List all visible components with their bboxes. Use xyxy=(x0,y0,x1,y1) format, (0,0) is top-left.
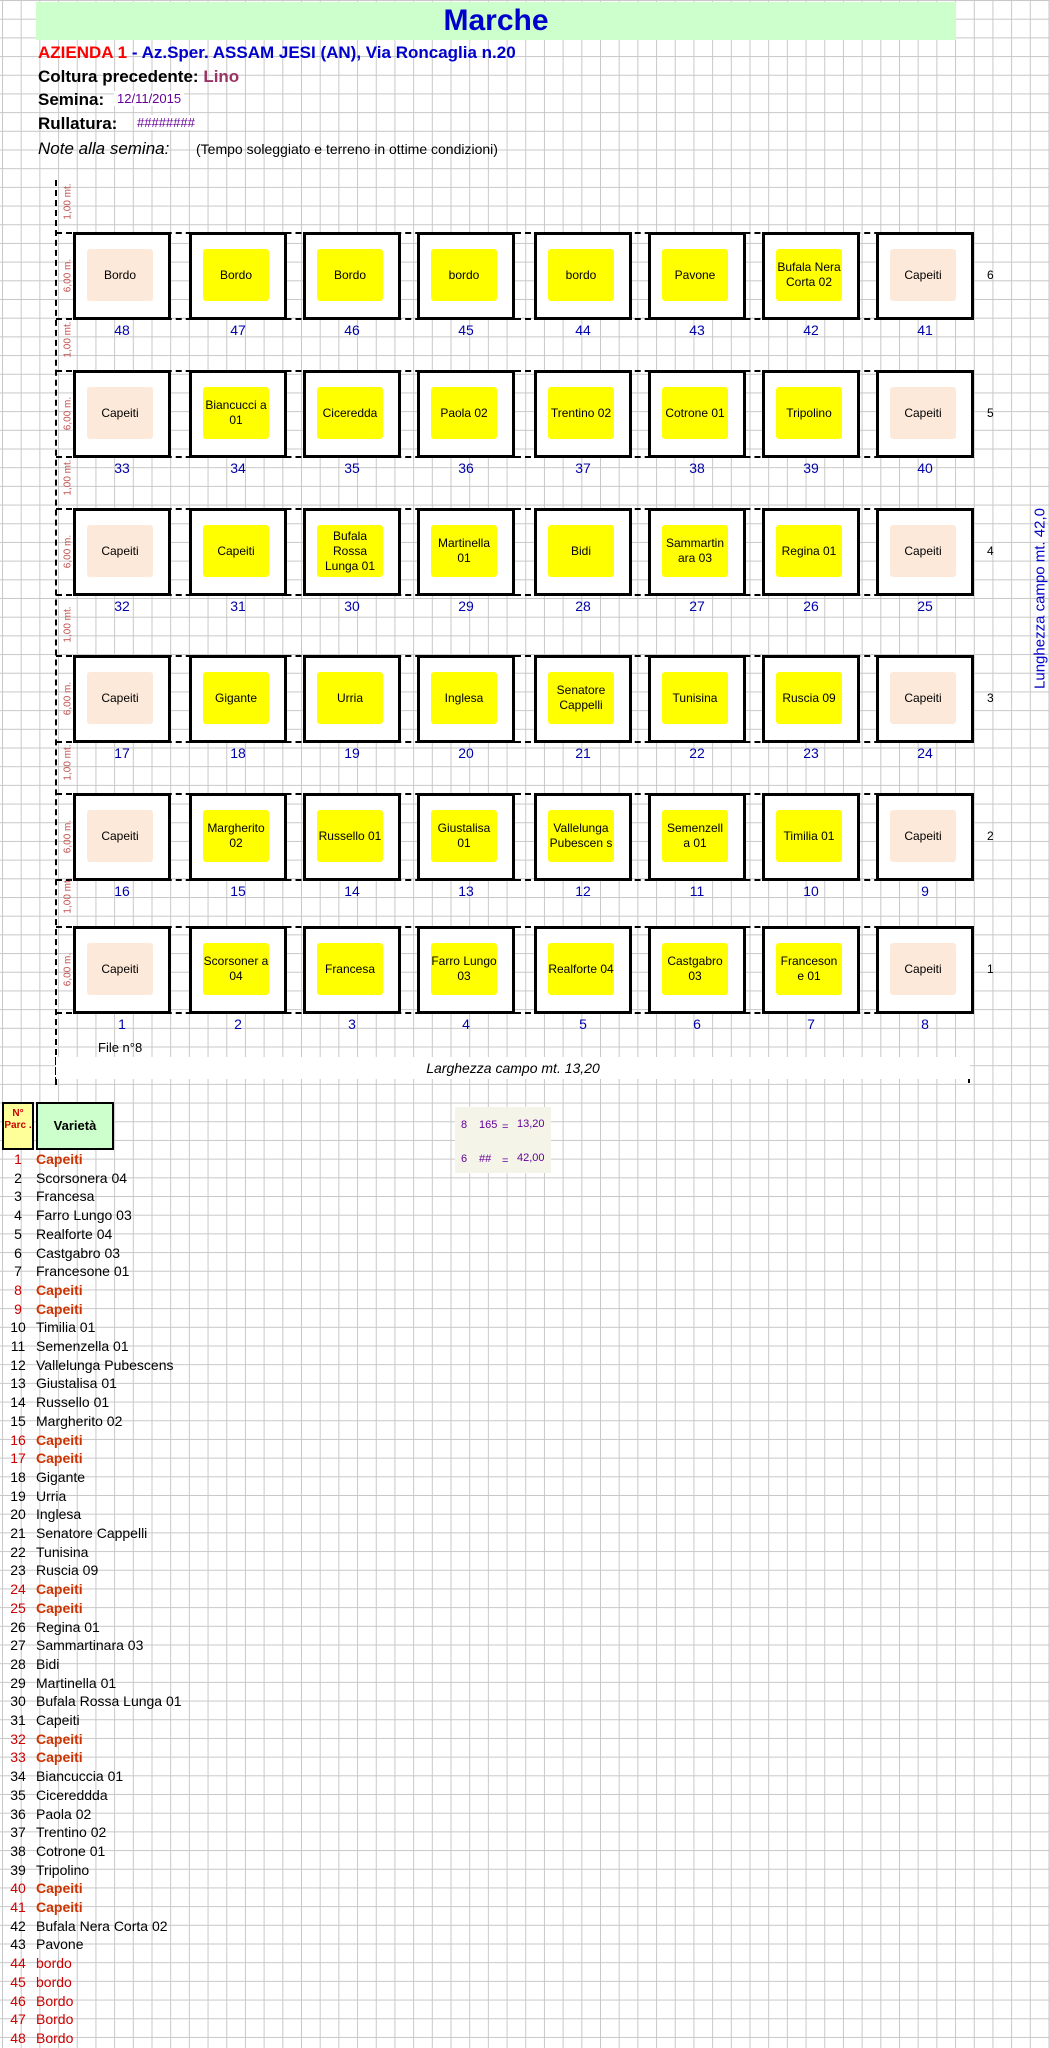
plot-variety-label: Castgabro 03 xyxy=(662,943,728,995)
field-plot[interactable] xyxy=(73,508,171,596)
plot-variety-label: bordo xyxy=(431,249,497,301)
calc-r2b: ## xyxy=(479,1153,492,1165)
variety-cell: Trentino 02 xyxy=(36,1824,107,1841)
field-plot[interactable] xyxy=(762,655,860,743)
plot-number: 25 xyxy=(917,598,933,614)
plot-number: 32 xyxy=(114,598,130,614)
field-plot[interactable] xyxy=(73,232,171,320)
plot-number-cell: 42 xyxy=(10,1917,26,1934)
plot-number: 41 xyxy=(917,322,933,338)
plot-number: 16 xyxy=(114,883,130,899)
col-header-plot-number: N° Parc . xyxy=(2,1102,34,1150)
plot-length-label: 6,00 m. xyxy=(62,952,74,987)
plot-number-cell: 33 xyxy=(10,1749,26,1766)
field-length-label: Lunghezza campo mt. 42,0 xyxy=(1031,508,1049,689)
row-number: 6 xyxy=(987,268,994,282)
plot-number: 1 xyxy=(118,1016,126,1032)
plot-number: 13 xyxy=(458,883,474,899)
field-plot[interactable] xyxy=(73,370,171,458)
plot-variety-label: Vallelunga Pubescen s xyxy=(548,810,614,862)
field-plot[interactable] xyxy=(189,508,287,596)
variety-cell: Regina 01 xyxy=(36,1618,100,1635)
plot-number: 10 xyxy=(803,883,819,899)
plot-number-cell: 31 xyxy=(10,1712,26,1728)
plot-number-cell: 36 xyxy=(10,1805,26,1822)
plot-variety-label: Ruscia 09 xyxy=(776,672,842,724)
plot-number: 45 xyxy=(458,322,474,338)
plot-number-cell: 23 xyxy=(10,1562,26,1579)
variety-cell: Timilia 01 xyxy=(36,1319,96,1336)
field-plot[interactable] xyxy=(189,655,287,743)
plot-variety-label: Regina 01 xyxy=(776,525,842,577)
plot-number: 20 xyxy=(458,745,474,761)
plot-number: 3 xyxy=(348,1016,356,1032)
plot-number-cell: 12 xyxy=(10,1356,26,1373)
field-plot[interactable] xyxy=(303,793,401,881)
variety-cell: Margherito 02 xyxy=(36,1412,123,1429)
variety-cell: Capeiti xyxy=(36,1730,83,1747)
variety-cell: Capeiti xyxy=(36,1880,83,1897)
variety-cell: Tunisina xyxy=(36,1543,89,1560)
plot-variety-label: Urria xyxy=(317,672,383,724)
variety-cell: bordo xyxy=(36,1955,72,1972)
coltura-value: Lino xyxy=(203,67,240,86)
row-spacing-label: 1,00 mt. xyxy=(62,183,74,220)
field-plot[interactable] xyxy=(534,926,632,1014)
field-plot[interactable] xyxy=(189,926,287,1014)
plot-number: 6 xyxy=(693,1016,701,1032)
field-plot[interactable] xyxy=(534,655,632,743)
field-plot[interactable] xyxy=(534,370,632,458)
plot-number-cell: 38 xyxy=(10,1842,26,1859)
plot-number-cell: 15 xyxy=(10,1412,26,1429)
plot-number-cell: 7 xyxy=(14,1263,22,1280)
rullatura-line xyxy=(38,114,195,134)
coltura-label: Coltura precedente: xyxy=(38,67,204,86)
plot-number-cell: 28 xyxy=(10,1655,26,1672)
plot-number: 36 xyxy=(458,460,474,476)
field-plot[interactable] xyxy=(417,508,515,596)
calc-r1d: 13,20 xyxy=(517,1118,545,1130)
variety-cell: Senatore Cappelli xyxy=(36,1525,148,1541)
field-width-label: Larghezza campo mt. 13,20 xyxy=(56,1057,970,1079)
plot-number: 23 xyxy=(803,745,819,761)
field-plot[interactable] xyxy=(534,232,632,320)
plot-number: 18 xyxy=(230,745,246,761)
plot-number-cell: 48 xyxy=(10,2029,26,2046)
plot-number: 37 xyxy=(575,460,591,476)
field-plot[interactable] xyxy=(417,926,515,1014)
plot-variety-label: bordo xyxy=(548,249,614,301)
plot-number-cell: 45 xyxy=(10,1973,26,1990)
plot-variety-label: Margherito 02 xyxy=(203,810,269,862)
plot-number-cell: 21 xyxy=(10,1525,26,1541)
plot-number-cell: 32 xyxy=(10,1730,26,1747)
semina-value: 12/11/2015 xyxy=(114,91,184,106)
variety-cell: Urria xyxy=(36,1487,67,1504)
plot-variety-label: Tripolino xyxy=(776,387,842,439)
plot-variety-label: Scorsoner a 04 xyxy=(203,943,269,995)
variety-cell: Tripolino xyxy=(36,1861,90,1878)
variety-cell: Bufala Nera Corta 02 xyxy=(36,1917,168,1934)
plot-number-cell: 37 xyxy=(10,1824,26,1841)
plot-number-cell: 8 xyxy=(14,1281,22,1298)
field-plot[interactable] xyxy=(762,926,860,1014)
field-plot[interactable] xyxy=(534,793,632,881)
plot-variety-label: Semenzell a 01 xyxy=(662,810,728,862)
plot-number: 46 xyxy=(344,322,360,338)
field-plot[interactable] xyxy=(303,232,401,320)
field-plot[interactable] xyxy=(534,508,632,596)
variety-cell: Capeiti xyxy=(36,1431,83,1448)
plot-number-cell: 27 xyxy=(10,1637,26,1654)
plot-variety-label: Capeiti xyxy=(87,943,153,995)
rullatura-label: Rullatura: xyxy=(38,114,118,133)
plot-number-cell: 24 xyxy=(10,1581,26,1598)
field-plot[interactable] xyxy=(417,793,515,881)
plot-number: 28 xyxy=(575,598,591,614)
note-line xyxy=(38,139,498,159)
field-plot[interactable] xyxy=(189,370,287,458)
plot-variety-label: Capeiti xyxy=(87,387,153,439)
row-number: 3 xyxy=(987,691,994,705)
variety-cell: Bidi xyxy=(36,1655,60,1672)
row-spacing-label: 1,00 mt. xyxy=(62,606,74,643)
plot-variety-label: Capeiti xyxy=(87,525,153,577)
plot-variety-label: Inglesa xyxy=(431,672,497,724)
plot-number-cell: 43 xyxy=(10,1936,26,1953)
field-plot[interactable] xyxy=(762,232,860,320)
row-number: 4 xyxy=(987,544,994,558)
variety-cell: Vallelunga Pubescens xyxy=(36,1356,174,1373)
variety-cell: Biancuccia 01 xyxy=(36,1768,124,1785)
plot-number-cell: 30 xyxy=(10,1693,26,1710)
plot-variety-label: Paola 02 xyxy=(431,387,497,439)
plot-number-cell: 47 xyxy=(10,2011,26,2028)
field-plot[interactable] xyxy=(876,926,974,1014)
variety-cell: Pavone xyxy=(36,1936,84,1953)
semina-line xyxy=(38,90,182,110)
plot-number-cell: 14 xyxy=(10,1394,26,1411)
plot-variety-label: Capeiti xyxy=(203,525,269,577)
plot-length-label: 6,00 m. xyxy=(62,681,74,716)
plot-number: 9 xyxy=(921,883,929,899)
field-plot[interactable] xyxy=(417,232,515,320)
field-plot[interactable] xyxy=(303,926,401,1014)
plot-variety-label: Senatore Cappelli xyxy=(548,672,614,724)
field-plot[interactable] xyxy=(73,655,171,743)
variety-cell: Cotrone 01 xyxy=(36,1842,106,1859)
plot-number: 34 xyxy=(230,460,246,476)
field-plot[interactable] xyxy=(876,232,974,320)
plot-number-cell: 1 xyxy=(14,1151,22,1167)
plot-number-cell: 11 xyxy=(10,1338,26,1354)
variety-cell: Capeiti xyxy=(36,1581,83,1598)
plot-variety-label: Franceson e 01 xyxy=(776,943,842,995)
variety-cell: Ruscia 09 xyxy=(36,1562,99,1579)
plot-number: 5 xyxy=(579,1016,587,1032)
calc-r1b: 165 xyxy=(479,1119,498,1131)
field-plot[interactable] xyxy=(876,508,974,596)
plot-variety-label: Bordo xyxy=(203,249,269,301)
variety-cell: Inglesa xyxy=(36,1506,82,1523)
calc-r1c: = xyxy=(502,1121,509,1133)
plot-variety-label: Pavone xyxy=(662,249,728,301)
plot-variety-label: Giustalisa 01 xyxy=(431,810,497,862)
field-plot[interactable] xyxy=(762,508,860,596)
field-plot[interactable] xyxy=(648,370,746,458)
plot-variety-label: Ciceredda xyxy=(317,387,383,439)
field-plot[interactable] xyxy=(648,508,746,596)
plot-number-cell: 17 xyxy=(10,1450,26,1467)
calc-box xyxy=(455,1107,551,1173)
field-plot[interactable] xyxy=(876,793,974,881)
plot-number-cell: 4 xyxy=(14,1207,22,1224)
plot-variety-label: Sammartin ara 03 xyxy=(662,525,728,577)
plot-variety-label: Capeiti xyxy=(890,672,956,724)
plot-number-cell: 6 xyxy=(14,1244,22,1261)
variety-cell: Francesa xyxy=(36,1188,95,1205)
plot-variety-label: Trentino 02 xyxy=(548,387,614,439)
field-plot[interactable] xyxy=(303,508,401,596)
field-plot[interactable] xyxy=(648,232,746,320)
plot-variety-label: Capeiti xyxy=(87,810,153,862)
calc-r1a: 8 xyxy=(461,1119,468,1131)
plot-number: 43 xyxy=(689,322,705,338)
row-number: 5 xyxy=(987,406,994,420)
variety-cell: Capeiti xyxy=(36,1281,83,1298)
field-plot[interactable] xyxy=(189,232,287,320)
row-spacing-label: 1,00 mt. xyxy=(62,744,74,781)
plot-number-cell: 13 xyxy=(10,1375,26,1392)
plot-number-cell: 34 xyxy=(10,1768,26,1785)
plot-variety-label: Capeiti xyxy=(890,525,956,577)
variety-cell: Capeiti xyxy=(36,1749,83,1766)
plot-number: 24 xyxy=(917,745,933,761)
field-plot[interactable] xyxy=(417,655,515,743)
field-plot[interactable] xyxy=(648,926,746,1014)
variety-cell: Capeiti xyxy=(36,1712,80,1728)
field-plot[interactable] xyxy=(73,926,171,1014)
variety-cell: Semenzella 01 xyxy=(36,1338,129,1354)
note-value: (Tempo soleggiato e terreno in ottime condizioni) xyxy=(196,141,498,157)
variety-cell: Bufala Rossa Lunga 01 xyxy=(36,1693,182,1710)
plot-variety-label: Capeiti xyxy=(890,943,956,995)
row-spacing-label: 1,00 mt. xyxy=(62,459,74,496)
plot-variety-label: Bufala Nera Corta 02 xyxy=(776,249,842,301)
plot-variety-label: Capeiti xyxy=(890,249,956,301)
plot-number: 4 xyxy=(462,1016,470,1032)
plot-number-cell: 39 xyxy=(10,1861,26,1878)
plot-length-label: 6,00 m. xyxy=(62,534,74,569)
plot-number-cell: 29 xyxy=(10,1674,26,1691)
field-plot[interactable] xyxy=(648,793,746,881)
plot-number-cell: 20 xyxy=(10,1506,26,1523)
variety-cell: Bordo xyxy=(36,1992,74,2009)
page-title: Marche xyxy=(36,2,956,40)
variety-cell: bordo xyxy=(36,1973,72,1990)
plot-number-cell: 18 xyxy=(10,1468,26,1485)
plot-variety-label: Timilia 01 xyxy=(776,810,842,862)
rullatura-value: ######## xyxy=(134,115,198,130)
variety-cell: Giustalisa 01 xyxy=(36,1375,117,1392)
calc-r2d: 42,00 xyxy=(517,1152,545,1164)
plot-variety-label: Bufala Rossa Lunga 01 xyxy=(317,525,383,577)
plot-variety-label: Farro Lungo 03 xyxy=(431,943,497,995)
row-number: 1 xyxy=(987,962,994,976)
variety-cell: Paola 02 xyxy=(36,1805,92,1822)
variety-cell: Scorsonera 04 xyxy=(36,1169,128,1186)
plot-number: 8 xyxy=(921,1016,929,1032)
plot-number-cell: 41 xyxy=(10,1899,26,1915)
variety-cell: Sammartinara 03 xyxy=(36,1637,144,1654)
plot-length-label: 6,00 m. xyxy=(62,258,74,293)
calc-r2a: 6 xyxy=(461,1153,468,1165)
plot-variety-label: Cotrone 01 xyxy=(662,387,728,439)
plot-number: 39 xyxy=(803,460,819,476)
plot-number: 48 xyxy=(114,322,130,338)
file-count-label: File n°8 xyxy=(98,1040,143,1055)
variety-cell: Cicereddda xyxy=(36,1786,108,1803)
plot-number: 21 xyxy=(575,745,591,761)
plot-number-cell: 35 xyxy=(10,1786,26,1803)
plot-variety-label: Martinella 01 xyxy=(431,525,497,577)
plot-number: 38 xyxy=(689,460,705,476)
plot-number: 44 xyxy=(575,322,591,338)
field-plot[interactable] xyxy=(303,655,401,743)
note-label: Note alla semina: xyxy=(38,139,170,158)
variety-cell: Bordo xyxy=(36,2011,74,2028)
plot-variety-label: Realforte 04 xyxy=(548,943,614,995)
plot-variety-label: Gigante xyxy=(203,672,269,724)
plot-number: 30 xyxy=(344,598,360,614)
field-plot[interactable] xyxy=(73,793,171,881)
field-edge-left xyxy=(55,180,57,1085)
semina-label: Semina: xyxy=(38,90,105,109)
plot-number-cell: 19 xyxy=(10,1487,26,1504)
plot-number: 40 xyxy=(917,460,933,476)
plot-variety-label: Bordo xyxy=(87,249,153,301)
plot-number: 11 xyxy=(689,883,705,899)
plot-number-cell: 40 xyxy=(10,1880,26,1897)
plot-number: 31 xyxy=(230,598,246,614)
plot-variety-label: Capeiti xyxy=(890,387,956,439)
variety-cell: Gigante xyxy=(36,1468,86,1485)
row-spacing-label: 1,00 mt. xyxy=(62,321,74,358)
field-plot[interactable] xyxy=(303,370,401,458)
plot-number: 14 xyxy=(344,883,360,899)
variety-cell: Francesone 01 xyxy=(36,1263,130,1280)
plot-variety-label: Biancucci a 01 xyxy=(203,387,269,439)
plot-number: 19 xyxy=(344,745,360,761)
plot-number-cell: 26 xyxy=(10,1618,26,1635)
azienda-detail: - Az.Sper. ASSAM JESI (AN), Via Roncaglia n.20 xyxy=(127,43,516,62)
plot-variety-label: Russello 01 xyxy=(317,810,383,862)
plot-number: 33 xyxy=(114,460,130,476)
plot-number: 47 xyxy=(230,322,246,338)
variety-cell: Capeiti xyxy=(36,1300,83,1317)
row-spacing-label: 1,00 mt. xyxy=(62,877,74,914)
variety-cell: Capeiti xyxy=(36,1899,83,1915)
plot-number: 35 xyxy=(344,460,360,476)
field-plot[interactable] xyxy=(876,655,974,743)
field-plot[interactable] xyxy=(762,370,860,458)
plot-number-cell: 16 xyxy=(10,1431,26,1448)
plot-variety-label: Francesa xyxy=(317,943,383,995)
field-plot[interactable] xyxy=(876,370,974,458)
calc-r2c: = xyxy=(502,1155,509,1167)
plot-number: 7 xyxy=(807,1016,815,1032)
plot-number: 17 xyxy=(114,745,130,761)
plot-number: 12 xyxy=(575,883,591,899)
azienda-line xyxy=(38,43,516,63)
plot-variety-label: Bordo xyxy=(317,249,383,301)
plot-variety-label: Capeiti xyxy=(87,672,153,724)
coltura-line xyxy=(38,67,239,87)
field-plot[interactable] xyxy=(762,793,860,881)
plot-number: 15 xyxy=(230,883,246,899)
field-plot[interactable] xyxy=(417,370,515,458)
plot-variety-label: Tunisina xyxy=(662,672,728,724)
field-plot[interactable] xyxy=(189,793,287,881)
plot-number-cell: 46 xyxy=(10,1992,26,2009)
plot-number: 26 xyxy=(803,598,819,614)
plot-number-cell: 2 xyxy=(14,1169,22,1186)
variety-cell: Bordo xyxy=(36,2029,74,2046)
plot-number: 27 xyxy=(689,598,705,614)
plot-length-label: 6,00 m. xyxy=(62,396,74,431)
plot-length-label: 6,00 m. xyxy=(62,819,74,854)
plot-number: 42 xyxy=(803,322,819,338)
variety-cell: Farro Lungo 03 xyxy=(36,1207,132,1224)
variety-cell: Realforte 04 xyxy=(36,1225,113,1242)
plot-number: 22 xyxy=(689,745,705,761)
variety-cell: Russello 01 xyxy=(36,1394,110,1411)
col-header-variety: Varietà xyxy=(36,1102,114,1150)
plot-number-cell: 3 xyxy=(14,1188,22,1205)
plot-number: 29 xyxy=(458,598,474,614)
plot-number-cell: 25 xyxy=(10,1599,26,1616)
variety-cell: Castgabro 03 xyxy=(36,1244,121,1261)
row-number: 2 xyxy=(987,829,994,843)
plot-number-cell: 10 xyxy=(10,1319,26,1336)
field-plot[interactable] xyxy=(648,655,746,743)
plot-number-cell: 44 xyxy=(10,1955,26,1972)
plot-number-cell: 9 xyxy=(14,1300,22,1317)
plot-number-cell: 22 xyxy=(10,1543,26,1560)
azienda-label: AZIENDA 1 xyxy=(38,43,128,62)
variety-cell: Capeiti xyxy=(36,1450,83,1467)
variety-cell: Capeiti xyxy=(36,1599,83,1616)
plot-number: 2 xyxy=(234,1016,242,1032)
variety-cell: Capeiti xyxy=(36,1151,83,1167)
plot-variety-label: Capeiti xyxy=(890,810,956,862)
plot-variety-label: Bidi xyxy=(548,525,614,577)
variety-cell: Martinella 01 xyxy=(36,1674,117,1691)
plot-number-cell: 5 xyxy=(14,1225,22,1242)
